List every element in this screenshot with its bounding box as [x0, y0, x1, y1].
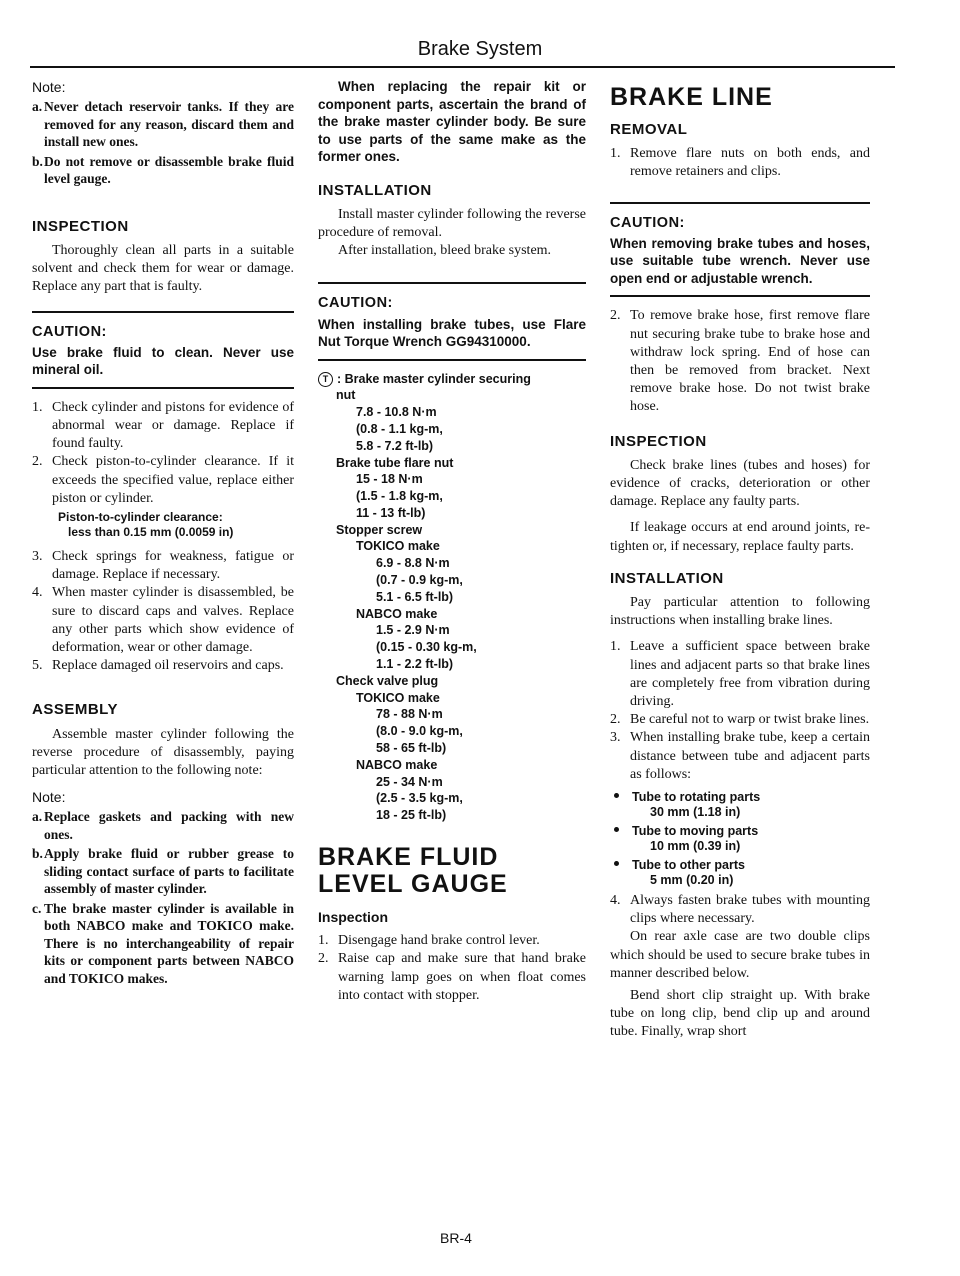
- assembly-text: Assemble master cylinder following the reverse procedure of disassembly, paying particular attention to the following note:: [32, 726, 294, 778]
- clearance-bullet: [610, 790, 870, 805]
- caution-box: [318, 282, 586, 360]
- caution-label: CAUTION:: [318, 295, 393, 312]
- removal-heading: REMOVAL: [610, 121, 688, 138]
- torque-line: 58 - 65 ft-lb): [376, 741, 447, 756]
- step-item: [32, 548, 294, 584]
- step-item: [32, 584, 294, 657]
- caution-text: Use brake fluid to clean. Never use mineral oil.: [32, 344, 294, 378]
- torque-line: 15 - 18 N·m: [356, 472, 423, 487]
- torque-line: Check valve plug: [336, 673, 439, 688]
- step-text: Be careful not to warp or twist brake lines.: [630, 712, 870, 728]
- clip-text: On rear axle case are two double clips which should be used to secure brake tubes in manner described below.: [610, 929, 870, 981]
- note-item-text: Do not remove or disassemble brake fluid level gauge.: [44, 153, 294, 187]
- inspection-subheading: Inspection: [318, 909, 389, 926]
- torque-line: 7.8 - 10.8 N·m: [356, 405, 437, 420]
- torque-line: (0.8 - 1.1 kg-m,: [356, 421, 443, 436]
- caution-text: When removing brake tubes and hoses, use suitable tube wrench. Never use open end or adjustable wrench.: [610, 235, 870, 286]
- installation-text: Install master cylinder following the reverse procedure of removal.: [318, 206, 586, 240]
- torque-lines: [318, 387, 586, 824]
- bullet-value: 10 mm (0.39 in): [650, 838, 741, 853]
- inspection-text: Thoroughly clean all parts in a suitable solvent and check them for wear or damage. Replace any part that is faulty.: [32, 242, 294, 295]
- step-text: To remove brake hose, first remove flare nut securing brake tube to brake hose and withdraw lock spring. End of hose can then be removed from bracket. Next remove brake hose. Do not twist brake hose.: [630, 308, 870, 415]
- page-title: Brake System: [417, 38, 543, 60]
- torque-line: : Brake master cylinder securing: [337, 371, 531, 386]
- step-text: When master cylinder is disassembled, be sure to discard caps and valves. Replace any other parts which show evidence of deformation, wear or other damage.: [52, 585, 294, 655]
- note-item-text: Replace gaskets and packing with new ones.: [44, 809, 294, 842]
- torque-line: (1.5 - 1.8 kg-m,: [356, 489, 443, 504]
- installation-heading: INSTALLATION: [318, 181, 432, 199]
- step-item: [32, 453, 294, 508]
- clearance-bullet: [610, 824, 870, 839]
- assembly-heading: ASSEMBLY: [32, 701, 118, 719]
- torque-line: 5.8 - 7.2 ft-lb): [356, 438, 434, 453]
- torque-line: TOKICO make: [356, 690, 440, 705]
- note-item: [32, 808, 294, 843]
- note-item-text: The brake master cylinder is available in both NABCO make and TOKICO make. There is no interchangeability of repair kits or component parts between NABCO and TOKICO makes.: [44, 900, 294, 986]
- page-header: [0, 0, 960, 70]
- caution-text: When installing brake tubes, use Flare Nut Torque Wrench GG94310000.: [318, 316, 586, 350]
- step-item: [32, 399, 294, 454]
- step-number: 2.: [610, 712, 621, 728]
- step-item: [610, 638, 870, 711]
- caution-label: CAUTION:: [610, 214, 685, 231]
- column-right: [610, 78, 870, 1050]
- inspection-heading: INSPECTION: [32, 217, 129, 235]
- torque-line: TOKICO make: [356, 539, 440, 554]
- step-number: 4.: [32, 585, 43, 601]
- clearance-spec: [58, 510, 294, 540]
- step-text: Leave a sufficient space between brake lines and adjacent parts so that brake lines are completely free from vibration during driving.: [630, 639, 870, 709]
- note-item-text: Never detach reservoir tanks. If they are removed for any reason, discard them and install new ones.: [44, 99, 294, 150]
- step-number: 1.: [32, 399, 43, 415]
- step-number: 1.: [610, 146, 621, 162]
- torque-line: 25 - 34 N·m: [376, 774, 443, 789]
- inspection-text: Check brake lines (tubes and hoses) for evidence of cracks, deterioration or other damage. Replace any faulty parts.: [610, 457, 870, 510]
- inspection-heading: INSPECTION: [610, 432, 707, 450]
- step-item: [318, 950, 586, 1005]
- step-number: 2.: [610, 308, 621, 324]
- brake-line-heading: BRAKE LINE: [610, 83, 773, 111]
- torque-line: 6.9 - 8.8 N·m: [376, 556, 450, 571]
- torque-line: 11 - 13 ft-lb): [356, 505, 426, 520]
- step-text: Check springs for weakness, fatigue or damage. Replace if necessary.: [52, 548, 294, 583]
- column-middle: [318, 78, 586, 1005]
- note-label: Note:: [32, 789, 66, 806]
- note-item-key: b.: [32, 153, 43, 169]
- torque-line: Stopper screw: [336, 522, 423, 537]
- note-item: [32, 153, 294, 188]
- caution-box: [32, 311, 294, 389]
- torque-line: (8.0 - 9.0 kg-m,: [376, 724, 463, 739]
- torque-line: Brake tube flare nut: [336, 455, 454, 470]
- heading-line: LEVEL GAUGE: [318, 870, 508, 899]
- torque-line: 18 - 25 ft-lb): [376, 808, 447, 823]
- step-number: 4.: [610, 892, 621, 908]
- step-number: 5.: [32, 658, 43, 674]
- brake-fluid-level-gauge-heading: [318, 844, 586, 898]
- header-rule: [30, 66, 895, 68]
- bullet-label: Tube to rotating parts: [632, 789, 761, 804]
- torque-head: [318, 371, 586, 388]
- step-item: [610, 145, 870, 181]
- step-number: 1.: [318, 933, 329, 949]
- bullet-value: 5 mm (0.20 in): [650, 872, 734, 887]
- bullet-label: Tube to other parts: [632, 857, 745, 872]
- caution-label: CAUTION:: [32, 323, 107, 340]
- note-item-key: c.: [32, 900, 42, 916]
- bullet-icon: [614, 827, 622, 835]
- note-item: [32, 98, 294, 151]
- clearance-bullet: [610, 858, 870, 873]
- note-item-key: b.: [32, 846, 43, 862]
- step-item: [610, 711, 870, 729]
- installation-text: After installation, bleed brake system.: [338, 243, 552, 259]
- clip-text: Bend short clip straight up. With brake tube on long clip, bend clip up and around tube. Finally, wrap short: [610, 988, 870, 1040]
- page-number: BR-4: [440, 1230, 472, 1246]
- note-item: [32, 900, 294, 988]
- caution-box: [610, 202, 870, 298]
- torque-line: 1.5 - 2.9 N·m: [376, 623, 450, 638]
- installation-text: Pay particular attention to following instructions when installing brake lines.: [610, 594, 870, 629]
- spec-label: Piston-to-cylinder clearance:: [58, 509, 223, 524]
- step-item: [610, 307, 870, 416]
- step-text: Disengage hand brake control lever.: [338, 933, 540, 949]
- note-label: Note:: [32, 79, 66, 95]
- note-item: [32, 845, 294, 898]
- torque-line: (0.15 - 0.30 kg-m,: [376, 640, 477, 655]
- inspection-text: If leakage occurs at end around joints, re-tighten or, if necessary, replace faulty parts.: [610, 520, 870, 554]
- step-text: Replace damaged oil reservoirs and caps.: [52, 658, 284, 674]
- bullet-icon: [614, 793, 622, 801]
- torque-line: NABCO make: [356, 606, 438, 621]
- step-number: 3.: [32, 548, 43, 564]
- step-text: Remove flare nuts on both ends, and remove retainers and clips.: [630, 146, 870, 180]
- step-number: 2.: [318, 951, 329, 967]
- step-text: Raise cap and make sure that hand brake warning lamp goes on when float comes into contact with stopper.: [338, 951, 586, 1003]
- step-item: [610, 729, 870, 784]
- note-item-key: a.: [32, 809, 43, 825]
- torque-line: NABCO make: [356, 757, 438, 772]
- torque-line: 1.1 - 2.2 ft-lb): [376, 657, 454, 672]
- repair-kit-note: When replacing the repair kit or component parts, ascertain the brand of the brake master cylinder body. Be sure to use parts of the same make as the former ones.: [318, 79, 586, 164]
- step-text: Always fasten brake tubes with mounting clips where necessary.: [630, 892, 870, 927]
- step-text: Check cylinder and pistons for evidence of abnormal wear or damage. Replace if found faulty.: [52, 399, 294, 452]
- step-number: 3.: [610, 730, 621, 746]
- step-number: 1.: [610, 639, 621, 655]
- step-text: When installing brake tube, keep a certain distance between tube and adjacent parts as follows:: [630, 730, 870, 782]
- step-number: 2.: [32, 454, 43, 470]
- column-left: [32, 78, 294, 989]
- bullet-value: 30 mm (1.18 in): [650, 804, 741, 819]
- note-item-text: Apply brake fluid or rubber grease to sliding contact surface of parts to facilitate assembly of master cylinder.: [44, 846, 294, 897]
- bullet-icon: [614, 861, 622, 869]
- torque-line: nut: [336, 388, 356, 403]
- step-item: [32, 657, 294, 675]
- spec-value: less than 0.15 mm (0.0059 in): [68, 524, 234, 539]
- note-item-key: a.: [32, 99, 43, 115]
- torque-line: 78 - 88 N·m: [376, 707, 443, 722]
- torque-symbol-icon: T: [318, 372, 333, 387]
- bullet-label: Tube to moving parts: [632, 823, 759, 838]
- installation-heading: INSTALLATION: [610, 569, 724, 587]
- torque-line: (2.5 - 3.5 kg-m,: [376, 791, 463, 806]
- torque-spec-list: [318, 371, 586, 825]
- step-item: [610, 892, 870, 928]
- step-item: [318, 932, 586, 950]
- torque-line: (0.7 - 0.9 kg-m,: [376, 573, 463, 588]
- step-text: Check piston-to-cylinder clearance. If it exceeds the specified value, replace either piston or cylinder.: [52, 454, 294, 506]
- heading-line: BRAKE FLUID: [318, 843, 499, 872]
- torque-line: 5.1 - 6.5 ft-lb): [376, 589, 454, 604]
